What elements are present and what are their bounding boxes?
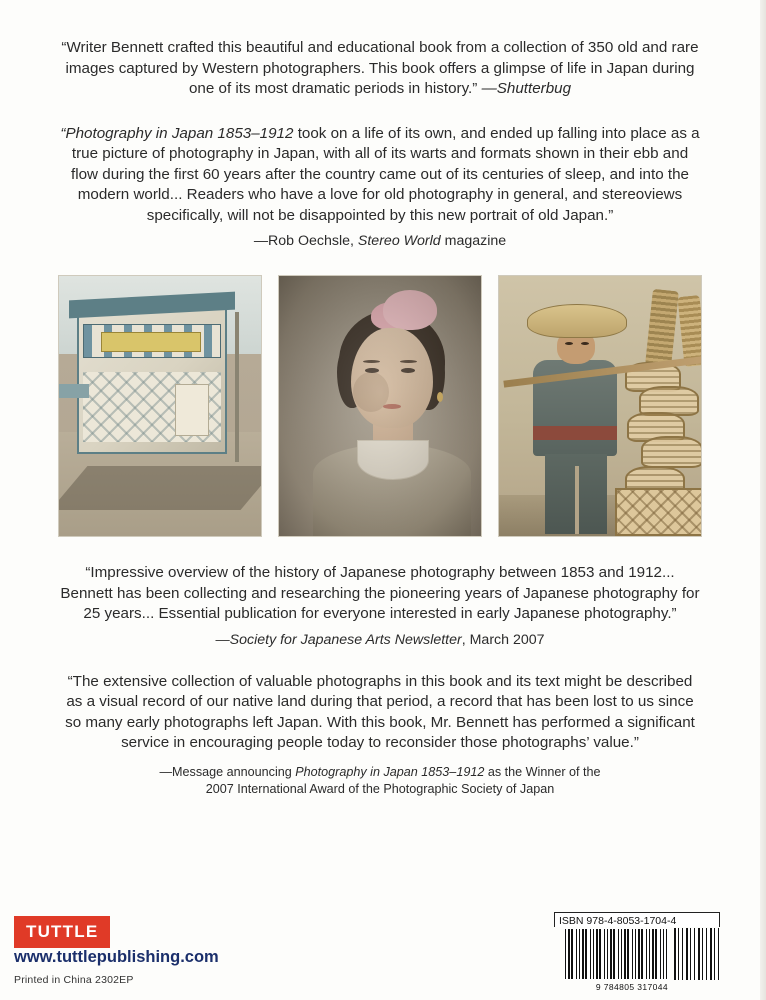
review-quote-society-japanese-arts xyxy=(58,563,702,625)
review-attribution-stereo-world-name: —Rob Oechsle, xyxy=(253,233,358,250)
review-quote-stereo-world-body: took on a life of its own, and ended up falling into place as a true picture of photography in Japan, with all of its warts and formats shown in their ebb and flow during the first 60 years after the country came out of its centuries of sleep, and into the modern world... Readers who have a love for old photography in general, and stereoviews specifically, will not be disappointed by this new portrait of old Japan.” xyxy=(71,124,700,224)
award-attribution-book-title: Photography in Japan 1853–1912 xyxy=(295,764,485,779)
award-attribution-lead: —Message announcing xyxy=(159,764,296,779)
barcode-ean13 xyxy=(564,928,668,980)
photo-basket-peddler xyxy=(498,275,702,537)
review-attribution-photographic-society-japan xyxy=(58,764,702,798)
page-edge-shading xyxy=(760,0,766,1000)
review-attribution-stereo-world-publication: Stereo World xyxy=(357,233,441,250)
review-attribution-stereo-world-suffix: magazine xyxy=(440,233,507,250)
review-quote-society-japanese-arts-body: “Impressive overview of the history of Japanese photography between 1853 and 1912... Bennett has been collecting and researching the pioneering years of Japanese photography for 25 years... Essential publication for everyone interested in early Japanese photography.” xyxy=(60,564,700,623)
review-attribution-society-date: , March 2007 xyxy=(461,631,545,648)
photo-strip xyxy=(58,275,702,537)
photo3-peddler-sash xyxy=(533,426,617,440)
review-quote-stereo-world-title: “Photography in Japan 1853–1912 xyxy=(60,124,294,142)
photo3-woven-crate xyxy=(615,488,702,536)
photo1-poster xyxy=(175,384,209,436)
photo2-vignette xyxy=(279,276,481,536)
award-attribution-line2: 2007 International Award of the Photographic Society of Japan xyxy=(205,781,555,796)
photo1-awning xyxy=(59,384,89,398)
review-source-shutterbug: —Shutterbug xyxy=(481,80,572,98)
publisher-website[interactable]: www.tuttlepublishing.com xyxy=(14,948,219,966)
review-quote-shutterbug-text: “Writer Bennett crafted this beautiful and educational book from a collection of 350 old and rare images captured by Western photographers. This book offers a glimpse of life in Japan during one of its most dramatic periods in history.” xyxy=(61,39,699,98)
photo3-peddler-leg-gap xyxy=(575,466,579,534)
photo-street-building xyxy=(58,275,262,537)
photo3-broom-left xyxy=(645,289,679,367)
barcode-digits: 9 784805 317044 xyxy=(595,982,668,992)
review-attribution-society-publication: —Society for Japanese Arts Newsletter xyxy=(215,631,462,648)
barcode-addon-5digit xyxy=(674,928,720,980)
photo1-utility-pole xyxy=(235,312,239,462)
review-attribution-stereo-world xyxy=(58,233,702,249)
photo3-basket-4 xyxy=(641,436,702,468)
cover-footer xyxy=(0,908,760,1000)
photo-woman-portrait xyxy=(278,275,482,537)
review-attribution-society-japanese-arts xyxy=(58,632,702,648)
award-attribution-suffix: as the Winner of the xyxy=(484,764,601,779)
photo1-signboard xyxy=(101,332,201,352)
review-quote-photographic-society-body: “The extensive collection of valuable photographs in this book and its text might be described as a visual record of our native land during that period, a record that has been lost to us since so many early photographs left Japan. With this book, Mr. Bennett has performed a significant service in encouraging people today to reconsider those photographs’ value.” xyxy=(65,672,695,752)
printed-in-notice: Printed in China 2302EP xyxy=(14,974,134,986)
isbn-label: ISBN 978-4-8053-1704-4 xyxy=(554,912,720,927)
photo1-shadow xyxy=(58,466,262,510)
review-quote-stereo-world xyxy=(58,124,702,227)
publisher-logo: TUTTLE xyxy=(14,916,110,948)
photo3-straw-hat xyxy=(527,304,627,338)
review-quote-photographic-society-japan xyxy=(58,672,702,754)
review-quote-shutterbug xyxy=(58,38,702,100)
